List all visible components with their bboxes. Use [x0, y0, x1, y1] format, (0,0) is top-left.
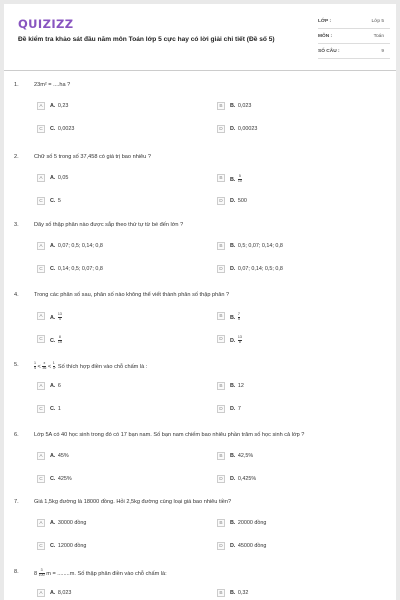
- answer-option-c[interactable]: [37, 405, 215, 417]
- answer-option-b[interactable]: [217, 519, 395, 531]
- option-letter-box: B: [217, 519, 225, 527]
- option-text: C. 1: [50, 406, 61, 412]
- option-text: D. 0,425%: [230, 476, 257, 482]
- option-text: C. 5: [50, 198, 61, 204]
- option-label: D.: [230, 543, 236, 549]
- answer-option-b[interactable]: [217, 589, 395, 600]
- option-text: B. 0,5; 0,07; 0,14; 0,8: [230, 243, 283, 249]
- option-letter-box: B: [217, 589, 225, 597]
- option-label: B.: [230, 103, 236, 109]
- question-number: 4.: [14, 292, 19, 298]
- question-text: Chữ số 5 trong số 37,458 có giá trị bao nhiêu ?: [34, 154, 151, 160]
- answer-option-c[interactable]: [37, 125, 215, 137]
- option-letter-box: D: [217, 405, 225, 413]
- option-text: B. $\frac{7}{5}$: [230, 312, 240, 321]
- option-text: D. 7: [230, 406, 241, 412]
- option-letter-box: B: [217, 102, 225, 110]
- option-label: A.: [50, 243, 56, 249]
- option-label: A.: [50, 590, 56, 596]
- option-label: D.: [230, 476, 236, 482]
- question-number: 3.: [14, 222, 19, 228]
- option-letter-box: D: [217, 125, 225, 133]
- option-letter-box: A: [37, 589, 45, 597]
- option-text: A. 6: [50, 383, 61, 389]
- option-letter-box: C: [37, 265, 45, 273]
- option-label: D.: [230, 266, 236, 272]
- option-label: B.: [230, 453, 236, 459]
- answer-option-c[interactable]: [37, 265, 215, 277]
- option-letter-box: A: [37, 519, 45, 527]
- answer-option-c[interactable]: [37, 475, 215, 487]
- option-letter-box: C: [37, 197, 45, 205]
- quizizz-logo[interactable]: QUIZIZZ: [18, 17, 74, 31]
- question-text: Lớp 5A có 40 học sinh trong đó có 17 bạn nam. Số bạn nam chiếm bao nhiêu phần trăm số học sinh cả lớp ?: [34, 432, 305, 438]
- option-text: C. 0,14; 0,5; 0,07; 0,8: [50, 266, 103, 272]
- meta-value: Lớp 5: [371, 18, 384, 24]
- option-letter-box: A: [37, 102, 45, 110]
- option-letter-box: A: [37, 174, 45, 182]
- answer-option-c[interactable]: [37, 335, 215, 347]
- question-text: Trong các phân số sau, phân số nào không thể viết thành phân số thập phân ?: [34, 292, 230, 298]
- question-text: Giá 1,5kg đường là 18000 đồng. Hỏi 2,5kg đường cùng loại giá bao nhiêu tiền?: [34, 499, 232, 505]
- option-label: D.: [230, 406, 236, 412]
- option-letter-box: D: [217, 335, 225, 343]
- answer-option-d[interactable]: [217, 405, 395, 417]
- answer-option-b[interactable]: [217, 312, 395, 324]
- option-label: C.: [50, 543, 56, 549]
- option-letter-box: D: [217, 197, 225, 205]
- option-text: A. 0,05: [50, 175, 69, 181]
- option-letter-box: A: [37, 452, 45, 460]
- answer-option-b[interactable]: [217, 102, 395, 114]
- answer-option-b[interactable]: [217, 452, 395, 464]
- option-letter-box: B: [217, 452, 225, 460]
- option-text: C. $\frac{8}{15}$: [50, 335, 62, 344]
- answer-option-a[interactable]: [37, 589, 215, 600]
- option-label: C.: [50, 406, 56, 412]
- option-letter-box: A: [37, 382, 45, 390]
- answer-option-b[interactable]: [217, 382, 395, 394]
- option-label: B.: [230, 520, 236, 526]
- option-label: A.: [50, 383, 56, 389]
- worksheet-header: [4, 4, 396, 66]
- option-label: B.: [230, 314, 236, 321]
- option-label: A.: [50, 314, 56, 321]
- option-text: C. 425%: [50, 476, 72, 482]
- option-label: C.: [50, 337, 56, 344]
- option-label: D.: [230, 198, 236, 204]
- option-letter-box: B: [217, 312, 225, 320]
- answer-option-a[interactable]: [37, 102, 215, 114]
- option-letter-box: D: [217, 542, 225, 550]
- meta-key: MÔN :: [318, 33, 333, 39]
- option-label: A.: [50, 520, 56, 526]
- meta-value: 9: [381, 48, 384, 54]
- answer-option-b[interactable]: [217, 242, 395, 254]
- answer-option-d[interactable]: [217, 197, 395, 209]
- option-text: D. 500: [230, 198, 247, 204]
- option-label: A.: [50, 453, 56, 459]
- option-letter-box: A: [37, 312, 45, 320]
- option-text: D. 45000 đồng: [230, 543, 267, 549]
- option-text: B. 20000 đồng: [230, 520, 267, 526]
- option-label: C.: [50, 266, 56, 272]
- header-divider: [4, 70, 396, 71]
- answer-option-d[interactable]: [217, 265, 395, 277]
- meta-row-count: [318, 44, 390, 59]
- option-text: A. 0,23: [50, 103, 69, 109]
- option-text: A. $\frac{13}{4}$: [50, 312, 62, 321]
- option-letter-box: D: [217, 265, 225, 273]
- option-text: B. $\frac{5}{10}$: [230, 174, 242, 183]
- answer-option-a[interactable]: [37, 174, 215, 186]
- answer-option-a[interactable]: [37, 452, 215, 464]
- answer-option-a[interactable]: [37, 242, 215, 254]
- question-text: 8 $\frac{3}{100}$ m = ........m. Số thập phân điền vào chỗ chấm là:: [34, 568, 167, 577]
- answer-option-c[interactable]: [37, 197, 215, 209]
- option-text: D. 0,00023: [230, 126, 258, 132]
- worksheet-page: [4, 4, 396, 600]
- option-letter-box: B: [217, 382, 225, 390]
- option-label: D.: [230, 337, 236, 344]
- page-title: Đề kiểm tra khảo sát đầu năm môn Toán lớp 5 cực hay có lời giải chi tiết (Đề số 5): [18, 36, 275, 43]
- option-label: A.: [50, 175, 56, 181]
- answer-option-d[interactable]: [217, 335, 395, 347]
- question-text: $\frac{1}{4}$ < $\frac{x}{36}$ < $\frac{1}{3}$ . Số thích hợp điền vào chỗ chấm là :: [34, 361, 148, 370]
- option-text: C. 12000 đồng: [50, 543, 87, 549]
- option-letter-box: D: [217, 475, 225, 483]
- question-number: 1.: [14, 82, 19, 88]
- answer-option-a[interactable]: [37, 312, 215, 324]
- option-letter-box: C: [37, 335, 45, 343]
- option-text: D. $\frac{13}{8}$: [230, 335, 242, 344]
- meta-table: [318, 14, 390, 59]
- option-text: B. 0,023: [230, 103, 252, 109]
- option-label: C.: [50, 476, 56, 482]
- option-letter-box: C: [37, 405, 45, 413]
- option-text: C. 0,0023: [50, 126, 75, 132]
- option-text: A. 30000 đồng: [50, 520, 87, 526]
- answer-option-b[interactable]: [217, 174, 395, 186]
- option-letter-box: B: [217, 174, 225, 182]
- answer-option-a[interactable]: [37, 519, 215, 531]
- question-number: 5.: [14, 362, 19, 368]
- meta-value: Toán: [373, 33, 384, 39]
- answer-option-d[interactable]: [217, 125, 395, 137]
- option-label: D.: [230, 126, 236, 132]
- option-letter-box: C: [37, 542, 45, 550]
- option-label: B.: [230, 176, 236, 183]
- meta-key: SỐ CÂU :: [318, 48, 340, 54]
- option-letter-box: C: [37, 125, 45, 133]
- option-letter-box: A: [37, 242, 45, 250]
- question-number: 8.: [14, 569, 19, 575]
- option-label: A.: [50, 103, 56, 109]
- meta-key: LỚP :: [318, 18, 332, 24]
- question-number: 2.: [14, 154, 19, 160]
- option-text: B. 0,32: [230, 590, 249, 596]
- option-text: A. 0,07; 0,5; 0,14; 0,8: [50, 243, 103, 249]
- option-text: B. 12: [230, 383, 244, 389]
- answer-option-d[interactable]: [217, 475, 395, 487]
- option-text: B. 42,5%: [230, 453, 254, 459]
- option-label: B.: [230, 590, 236, 596]
- option-label: B.: [230, 243, 236, 249]
- meta-row-subject: [318, 29, 390, 44]
- meta-row-grade: [318, 14, 390, 29]
- question-number: 6.: [14, 432, 19, 438]
- option-text: A. 8,023: [50, 590, 72, 596]
- answer-option-c[interactable]: [37, 542, 215, 554]
- option-label: C.: [50, 126, 56, 132]
- option-label: C.: [50, 198, 56, 204]
- option-text: D. 0,07; 0,14; 0,5; 0,8: [230, 266, 283, 272]
- option-letter-box: B: [217, 242, 225, 250]
- option-letter-box: C: [37, 475, 45, 483]
- option-text: A. 45%: [50, 453, 69, 459]
- answer-option-d[interactable]: [217, 542, 395, 554]
- question-text: Dãy số thập phân nào được sắp theo thứ tự từ bé đến lớn ?: [34, 222, 184, 228]
- question-number: 7.: [14, 499, 19, 505]
- answer-option-a[interactable]: [37, 382, 215, 394]
- option-label: B.: [230, 383, 236, 389]
- question-text: 23m² = ....ha ?: [34, 82, 71, 88]
